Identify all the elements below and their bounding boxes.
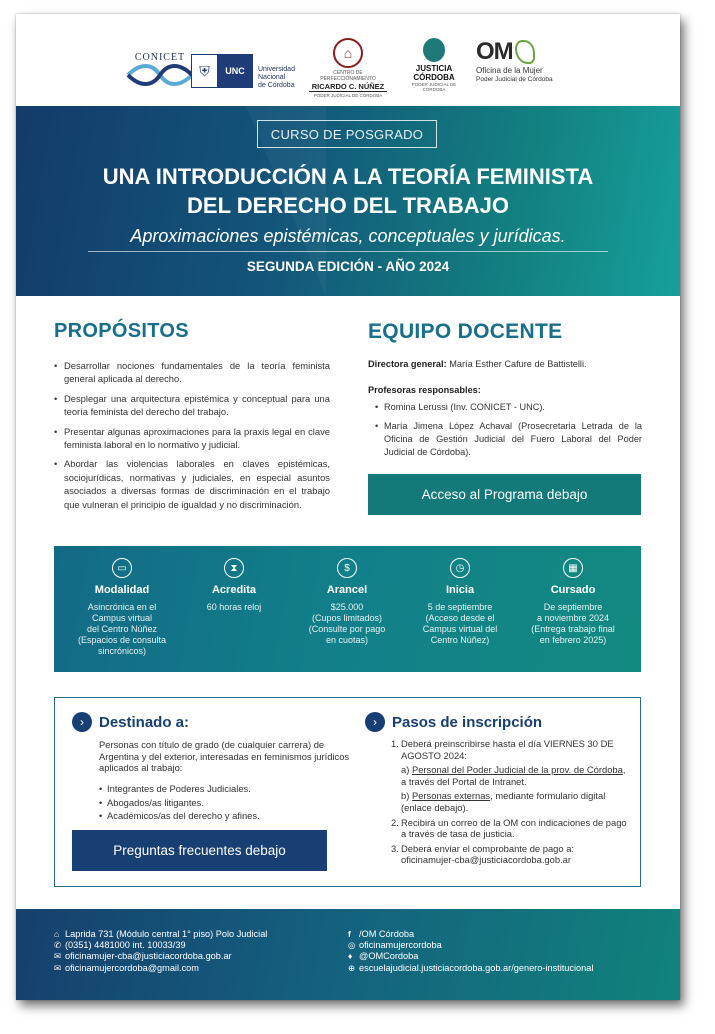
faq-button[interactable]: Preguntas frecuentes debajo [72,830,327,871]
conicet-logo: CONICET [124,52,196,94]
director-line: Directora general: María Esther Cafure de Battistelli. [368,359,587,369]
destined-heading: › Destinado a: [72,712,189,732]
divider [88,251,608,252]
purposes-heading: PROPÓSITOS [54,320,189,342]
info-band [54,546,641,672]
steps-list [391,738,627,869]
calendar-icon: ▦ [563,558,583,578]
title-banner [16,106,680,296]
facebook-icon: f [348,929,351,939]
destined-text: Personas con título de grado (de cualquier carrera) de Argentina y del exterior, interesadas en feminismos jurídicos aplicados al trabajo: [99,739,350,773]
list-item: • Presentar algunas aproximaciones para la praxis legal en clave feminista laboral en lo normativo y judicial. [54,425,330,452]
conicet-wave-icon [124,63,196,87]
team-section [368,320,642,465]
unc-name: Universidad Nacional de Córdoba [258,66,295,89]
flyer [16,14,680,1000]
footer-contact: ⌂ Laprida 731 (Módulo central 1° piso) Polo Judicial ✆ (0351) 4481000 int. 10033/39 ✉ oficinamujer-cba@justiciacordoba.gob.ar ✉ oficinamujercordoba@gmail.com [54,929,268,973]
registration-box [54,697,641,887]
list-item: 3. Deberá enviar el comprobante de pago a: oficinamujer-cba@justiciacordoba.gob.ar [391,842,575,866]
team-list [368,401,642,459]
list-item: • Académicos/as del derecho y afines. [99,809,260,823]
monitor-icon: ▭ [112,558,132,578]
logo-bar [16,14,680,106]
purposes-section [54,320,330,517]
justice-emblem-icon [423,38,445,62]
website-link[interactable]: escuelajudicial.justiciacordoba.gob.ar/genero-institucional [359,962,594,973]
info-acredita: ⧗ Acredita 60 horas reloj [178,558,290,613]
instagram-link[interactable]: oficinamujercordoba [359,940,442,951]
external-persons-link[interactable]: Personas externas [411,790,491,802]
email-link[interactable]: oficinamujercordoba@gmail.com [65,962,199,973]
destined-list [99,782,260,823]
home-icon: ⌂ [54,929,60,939]
page-title: UNA INTRODUCCIÓN A LA TEORÍA FEMINISTA DEL DERECHO DEL TRABAJO [102,164,594,218]
edition-label: SEGUNDA EDICIÓN - AÑO 2024 [246,259,450,274]
list-item: • Abogados/as litigantes. [99,796,260,810]
building-icon: ⌂ [333,38,363,68]
info-inicia: ◷ Inicia 5 de septiembre (Acceso desde el Campus virtual del Centro Núñez) [404,558,516,646]
info-arancel: $ Arancel $25.000 (Cupos limitados) (Consulte por pago en cuotas) [291,558,403,646]
info-modalidad: ▭ Modalidad Asincrónica en el Campus virtual del Centro Núñez (Espacios de consulta sincrónicos) [66,558,178,657]
team-heading: EQUIPO DOCENTE [368,320,563,343]
mail-icon: ✉ [54,951,62,962]
instagram-icon: ◎ [348,940,356,951]
list-item: • Integrantes de Poderes Judiciales. [99,782,260,796]
list-item: • Abordar las violencias laborales en claves epistémicas, sociojurídicas, normativas y judiciales, en especial asuntos asociados a diversas formas de discriminación en el trabajo que vulneran el principio de igualdad y no discriminación. [54,457,330,511]
program-access-button[interactable]: Acceso al Programa debajo [368,474,641,515]
judicial-staff-link[interactable]: Personal del Poder Judicial de la prov. de Córdoba [411,764,623,776]
purposes-list [54,359,330,511]
shield-icon: ⛨ [192,55,218,87]
globe-icon: ⊕ [348,962,356,973]
list-item: • Romina Lerussi (Inv. CONICET - UNC). [368,401,642,414]
chevron-right-icon: › [365,712,385,732]
dollar-icon: $ [337,558,357,578]
chevron-right-icon: › [72,712,92,732]
responsible-label: Profesoras responsables: [368,385,481,395]
email-link[interactable]: oficinamujer-cba@justiciacordoba.gob.ar [65,951,232,962]
list-item: 1. Deberá preinscribirse hasta el día VIERNES 30 DE AGOSTO 2024: a) Personal del Poder Judicial de la prov. de Córdoba, a través del Portal de Intranet. b) Personas externas, mediante formulario digital (enlace debajo). [391,738,626,813]
list-item: • Desarrollar nociones fundamentales de la teoría feminista general aplicada al derecho. [54,359,330,386]
list-item: • María Jimena López Achaval (Prosecretaria Letrada de la Oficina de Gestión Judicial del Fuero Laboral del Poder Judicial de Córdoba). [368,420,642,459]
list-item: 2. Recibirá un correo de la OM con indicaciones de pago a través de tasa de justicia. [391,816,627,840]
course-tag: CURSO DE POSGRADO [257,120,437,148]
footer [16,909,680,1000]
phone-icon: ✆ [54,940,62,951]
facebook-link[interactable]: /OM Córdoba [359,929,415,939]
steps-heading: › Pasos de inscripción [365,712,542,732]
list-item: • Desplegar una arquitectura epistémica y conceptual para una teoría feminista del derecho del trabajo. [54,392,330,419]
leaf-icon [515,40,535,64]
footer-social [348,929,593,974]
clock-icon: ◷ [450,558,470,578]
mail-icon: ✉ [54,962,62,973]
twitter-link[interactable]: @OMCordoba [359,951,419,962]
info-cursado: ▦ Cursado De septiembre a noviembre 2024 (Entrega trabajo final en febrero 2025) [517,558,629,646]
twitter-icon: ♦ [348,951,353,962]
justicia-cordoba-logo: JUSTICIA CÓRDOBA PODER JUDICIAL DE CÓRDOBA [406,38,462,92]
page-subtitle: Aproximaciones epistémicas, conceptuales y jurídicas. [130,226,566,246]
unc-logo: ⛨ UNC [191,54,253,88]
centro-nunez-logo: ⌂ CENTRO DE PERFECCIONAMIENTO RICARDO C. NÚÑEZ PODER JUDICIAL DE CÓRDOBA [309,38,387,98]
hourglass-icon: ⧗ [224,558,244,578]
om-logo: OM Oficina de la Mujer Poder Judicial de Córdoba [476,38,553,83]
